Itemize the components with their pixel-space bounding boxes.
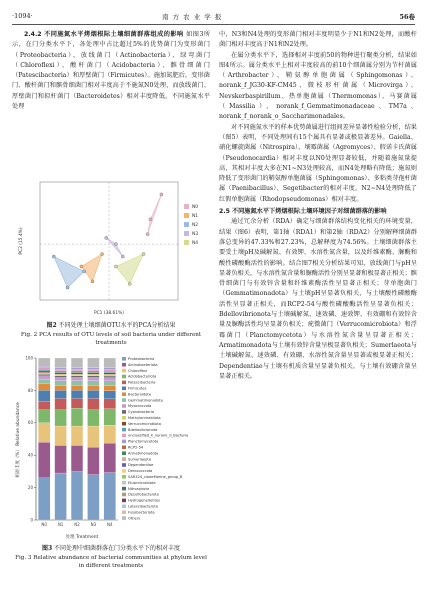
journal-name: 南 方 农 业 学 报 [162, 13, 223, 21]
bar-segment [104, 443, 116, 472]
paragraph: 中，N3和N4处理的变形菌门相对丰度明显少于N1和N2处理，而酸杆菌门相对丰度高于N1和N2处理。 [219, 31, 417, 49]
legend-swatch [122, 398, 126, 402]
legend-label: Patescibacteria [128, 380, 156, 385]
bar-segment [55, 410, 67, 426]
legend-swatch [184, 231, 189, 236]
x-tick-label: N4 [107, 522, 113, 527]
legend-label: Fusobacteriota [128, 510, 155, 515]
legend-label: Firmicutes [128, 386, 147, 391]
bar-segment [87, 386, 99, 391]
legend-swatch [122, 404, 126, 408]
bar-segment [38, 402, 50, 410]
bar-segment [38, 358, 50, 366]
paragraph: 对不同施氮水平的样本优势菌属进行组间差异显著性检验分析，结果（图5）表明，不同处理间有15个属具有显著或极显著差异。Gaiella、硝化螺旋菌属（Nitrospira）、壤霉菌属（Agromyces）、假诺卡氏菌属（Pseudonocardia）相对丰度以N0处理显著较低，并随着施氮量提高，其相对丰度大多在N1~N3处理较高，而N4处理略有降低；施氮则降低了变形菌门的鞘氨醇单胞菌属（Sphingomonas）、多粘类芽孢杆菌属（Paenibacillus）、Segetibacter的相对丰度，N2~N4处理降低了红假单胞菌属（Rhodopseudomonas）相对丰度。 [219, 123, 417, 203]
legend-label: N4 [192, 241, 199, 246]
data-point [121, 255, 124, 258]
bar-segment [71, 381, 83, 386]
legend-swatch [122, 422, 126, 426]
bar-segment [104, 378, 116, 381]
bar-segment [71, 399, 83, 409]
y-tick-label: 0 [30, 517, 33, 523]
bar-segment [55, 371, 67, 373]
bar-segment [71, 371, 83, 373]
legend-swatch [184, 222, 189, 227]
legend-label: N1 [192, 214, 199, 219]
x-tick-label: N0 [41, 522, 47, 527]
bar-segment [71, 358, 83, 368]
bar-segment [38, 376, 50, 379]
bar-segment [104, 369, 116, 371]
bar-segment [104, 358, 116, 368]
bar-segment [55, 374, 67, 376]
bar-segment [38, 366, 50, 368]
bar-segment [71, 471, 83, 520]
legend-swatch [122, 451, 126, 455]
bar-segment [55, 376, 67, 378]
bar-segment [87, 374, 99, 376]
legend-swatch [122, 475, 126, 479]
x-axis-label: 处理 Treatment [65, 535, 99, 540]
bar-segment [38, 371, 50, 373]
data-point [105, 236, 108, 239]
legend-label: Hydrogenedentes [128, 498, 160, 503]
legend-swatch [122, 387, 126, 391]
bar-segment [87, 381, 99, 386]
bar-segment [71, 368, 83, 370]
data-point [128, 282, 131, 285]
y-tick-label: 40 [27, 452, 33, 458]
legend-swatch [122, 440, 126, 444]
legend-swatch [122, 463, 126, 467]
x-tick-label: N3 [90, 522, 97, 527]
bar-segment [38, 373, 50, 375]
bar-segment [38, 369, 50, 371]
bar-segment [71, 426, 83, 445]
bar-segment [87, 390, 99, 398]
data-point [149, 218, 152, 221]
legend-swatch [122, 516, 126, 520]
fig2-title-en: PCA results of OTU levels of soil bacteria under different treatments [39, 331, 202, 346]
data-point [52, 255, 55, 258]
bar-segment [55, 369, 67, 371]
legend-swatch [122, 381, 126, 385]
bar-segment [87, 369, 99, 371]
bar-segment [55, 381, 67, 386]
data-point [80, 265, 83, 268]
bar-segment [38, 423, 50, 442]
data-point [101, 252, 104, 255]
bar-segment [38, 442, 50, 478]
bar-segment [104, 368, 116, 370]
section-2-4-2 [12, 30, 210, 112]
data-point [160, 193, 163, 196]
bar-segment [87, 399, 99, 410]
bar-segment [71, 408, 83, 426]
bar-segment [87, 358, 99, 368]
legend-swatch [122, 434, 126, 438]
legend-label: Acidobacteriota [128, 374, 157, 379]
bar-segment [87, 377, 99, 380]
bar-segment [38, 390, 50, 401]
legend-swatch [184, 240, 189, 245]
legend-label: Dependentiae [128, 463, 154, 468]
y-tick-label: 100 [25, 355, 33, 361]
y-axis-label: PC2 (15.4%) [19, 227, 24, 255]
bar-segment [55, 445, 67, 473]
legend-label: Elusimicrobiota [128, 480, 156, 485]
bar-segment [87, 447, 99, 475]
legend-label: Myxococcota [128, 404, 152, 409]
fig3-title-cn: 不同处理中细菌群落在门分类水平下的相对丰度 [54, 545, 181, 552]
stacked-bar-chart [12, 352, 210, 542]
x-tick-label: N1 [57, 522, 64, 527]
fig2-title-cn: 不同处理土壤细菌OTU水平的PCA分析结果 [58, 322, 176, 329]
bar-segment [104, 371, 116, 373]
legend-label: unclassified_k_norank_d_Bacteria [128, 433, 189, 438]
volume-label: 56卷 [399, 13, 415, 21]
legend-swatch [122, 410, 126, 414]
bar-segment [104, 425, 116, 443]
left-column [12, 30, 210, 112]
section-2-5-heading [219, 207, 417, 217]
legend-swatch [122, 457, 126, 461]
section-title: 不同施氮水平烤烟根际土壤细菌群落组成的影响 [44, 31, 184, 38]
legend-label: Latescibacterota [128, 504, 158, 509]
bar-segment [55, 473, 67, 520]
legend-label: Others [128, 516, 141, 521]
bar-segment [104, 374, 116, 376]
bar-segment [38, 410, 50, 423]
bar-segment [55, 373, 67, 375]
data-point [146, 233, 149, 236]
fig2-label-en: Fig. 2 [20, 331, 38, 338]
legend-label: Sumerlaeota [128, 457, 151, 462]
bar-segment [71, 445, 83, 471]
header-divider [12, 24, 415, 25]
legend-label: N0 [192, 205, 199, 210]
bar-segment [104, 409, 116, 425]
bar-segment [38, 478, 50, 520]
bar-segment [71, 374, 83, 376]
paragraph: 通过冗余分析（RDA）确定与细菌群落结构变化相关的环境变量，结果（图6）表明，第1轴（RDA1）和第2轴（RDA2）分别解释细菌群落总变异的47.33%和27.23%，总解释度为74.56%。土壤细菌群落主要受土壤pH及碱解氮、有效钾、水溶性氮含量，以及纤维素酶、脲酶和酸性磷酸酶活性的影响。结合图7相关分析结果可知，放线菌门与pH呈显著负相关，与水溶性氮含量和脲酶活性分别呈显著和极显著正相关；髌骨细菌门与有效锌含量和纤维素酶活性呈显著正相关；芽单胞菌门（Gemmatimonadota）与土壤pH呈显著负相关，与土壤酸性磷酸酶活性呈显著正相关，而RCP2-54与酸性磷酸酶活性呈显著负相关；Bdellovibrionota与土壤碱解氮、速效磷、速效钾、有效硼和有效锌含量及脲酶活性均呈显著负相关；疣微菌门（Verrucomicrobiota）和浮霉菌门（Planctomycetota）与水溶性氮含量呈显著正相关；Armatimonadota与土壤有效锌含量呈极显著负相关；Sumerlaeota与土壤碱解氮、速效磷、有效硼、水溶性氮含量呈显著或极显著正相关；Dependentiae与土壤有机质含量呈显著负相关，与土壤有效硼含量呈显著正相关。 [219, 218, 417, 380]
legend-label: Nitrospirota [128, 486, 150, 491]
legend-label: Bdellovibrionota [128, 427, 158, 432]
bar-segment [55, 386, 67, 391]
legend-swatch [122, 487, 126, 491]
bar-segment [55, 426, 67, 445]
y-tick-label: 80 [27, 387, 33, 393]
bar-segment [104, 381, 116, 386]
bar-segment [87, 410, 99, 426]
bar-segment [87, 376, 99, 378]
bar-segment [71, 369, 83, 371]
page-number: ·1094· [12, 12, 33, 20]
legend-swatch [122, 493, 126, 497]
data-point [114, 243, 117, 246]
legend-label: Armatimonadota [128, 451, 159, 456]
legend-swatch [122, 469, 126, 473]
bar-segment [87, 368, 99, 370]
figure2-caption [12, 322, 210, 348]
y-tick-label: 60 [27, 420, 33, 426]
legend-label: Desulfobacterota [128, 492, 159, 497]
fig3-label-en: Fig. 3 [15, 554, 32, 561]
legend-label: Chloroflexi [128, 368, 148, 373]
legend-label: Cyanobacteria [128, 410, 155, 415]
legend-swatch [122, 375, 126, 379]
bar-segment [38, 374, 50, 376]
legend-swatch [122, 446, 126, 450]
legend-swatch [184, 213, 189, 218]
bar-segment [104, 399, 116, 409]
legend-swatch [122, 416, 126, 420]
data-point [91, 280, 94, 283]
bar-segment [38, 379, 50, 384]
legend-label: RCP2-54 [128, 445, 144, 450]
section-title: 不同施氮水平下烤烟根际土壤环境因子对细菌群落的影响 [231, 208, 387, 216]
bar-segment [87, 373, 99, 375]
bar-segment [38, 384, 50, 390]
legend-swatch [122, 369, 126, 373]
legend-swatch [122, 363, 126, 367]
section-number: 2.5 [219, 208, 230, 216]
legend-swatch [122, 505, 126, 509]
bar-segment [55, 358, 67, 368]
fig3-label: 图3 [41, 545, 53, 552]
bar-segment [55, 399, 67, 410]
y-tick-label: 20 [27, 485, 33, 490]
bar-segment [71, 376, 83, 378]
y-axis-label: 相对丰度（%） Relative abundance [16, 402, 21, 478]
bar-segment [104, 376, 116, 378]
right-column [219, 30, 417, 382]
bar-segment [104, 373, 116, 375]
x-axis-label: PC1 (38.61%) [93, 311, 125, 316]
legend-label: Bacteroidota [128, 392, 151, 397]
legend-label: N3 [192, 232, 199, 237]
legend-swatch [122, 481, 126, 485]
legend-label: Gemmatimonadota [128, 398, 163, 403]
bar-segment [55, 377, 67, 380]
legend-label: N2 [192, 223, 199, 228]
legend-label: Deinococcota [128, 469, 153, 474]
bar-segment [87, 426, 99, 447]
bar-segment [87, 371, 99, 373]
legend-label: Proteobacteria [128, 357, 155, 361]
legend-swatch [122, 499, 126, 503]
legend-label: SAR324_cladeMarine_group_B [128, 475, 183, 479]
data-point [66, 286, 69, 289]
legend-label: Planctomycetota [128, 439, 159, 444]
paragraph: 在属分类水平下，选择相对丰度前50的物种进行聚类分析，结果如图4所示。属分类水平上相对丰度较高的前10个细菌属分别为节杆菌属（Arthrobacter）、鞘氨醇单胞菌属（Sphingomonas）、norank_f_JG30-KF-CM45、微枝形杆菌属（Microvirga）、Nevskerbaspirillum、热单胞菌属（Thermomonas）、马赛菌属（Massilia）、norank_f_Gemmatimonadaceae、TM7a、norank_f_norank_o_Saccharimonadales。 [219, 51, 417, 121]
legend-swatch [122, 510, 126, 514]
paragraph: 如图3所示，在门分类水平下，各处理中占比超过5%的优势菌门为变形菌门（Proteobacteria）、放线菌门（Actinobacteria）、绿弯菌门（Chloroflexi）、酸杆菌门（Acidobacteria）、髌骨细菌门（Patescibacteria）和厚壁菌门（Firmicutes）。施加氮肥后，变形菌门、酸杆菌门和髌骨细菌门相对丰度高于不施氮N0处理，而放线菌门、厚壁菌门和拟杆菌门（Bacteroidetes）相对丰度降低。不同施氮水平处理 [12, 31, 211, 111]
fig3-title-en: Relative abundance of bacterial communities at phylum level in different treatments [33, 554, 207, 569]
bar-segment [104, 386, 116, 391]
bar-segment [71, 377, 83, 380]
bar-segment [71, 390, 83, 398]
legend-swatch [122, 392, 126, 396]
section-number: 2.4.2 [24, 31, 42, 38]
legend-swatch [122, 357, 126, 361]
legend-label: Verrucomicrobiota [128, 421, 161, 426]
legend-label: Methylomirabilota [128, 416, 161, 420]
bar-segment [71, 373, 83, 375]
data-point [83, 270, 86, 273]
bar-segment [55, 390, 67, 398]
bar-segment [104, 473, 116, 520]
legend-swatch [122, 428, 126, 432]
x-tick-label: N2 [74, 522, 80, 527]
bar-segment [55, 368, 67, 370]
bar-segment [71, 386, 83, 391]
fig2-label: 图2 [46, 322, 57, 329]
figure3-caption [12, 545, 210, 571]
legend-label: Actinobacteriota [128, 362, 158, 367]
legend-swatch [184, 204, 189, 209]
bar-segment [104, 391, 116, 399]
data-point [114, 265, 117, 268]
pca-chart [12, 178, 210, 318]
data-point [142, 252, 145, 255]
bar-segment [87, 475, 99, 520]
bar-segment [38, 368, 50, 370]
